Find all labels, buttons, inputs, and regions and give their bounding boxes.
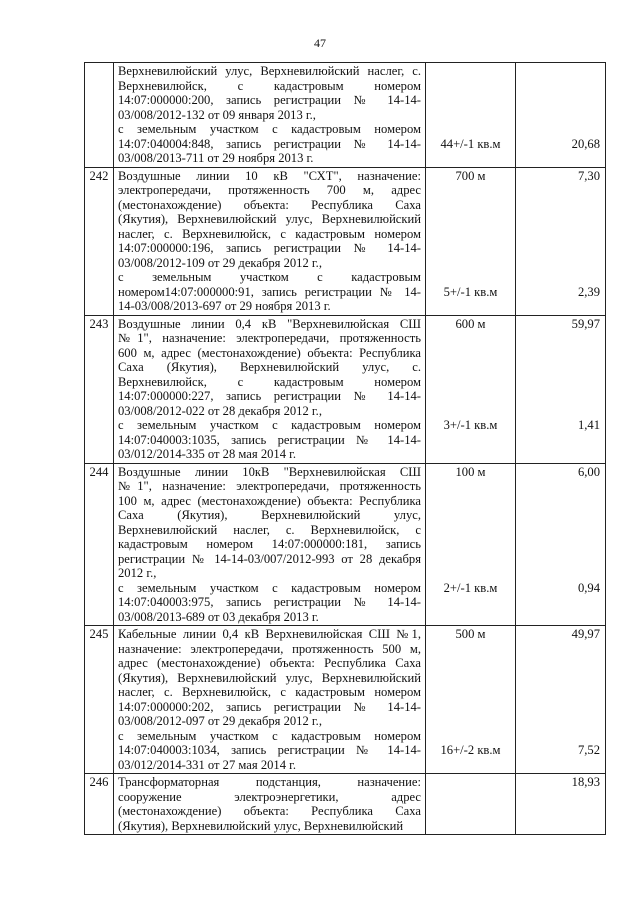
property-table: [84, 62, 606, 835]
value-cell: [516, 774, 606, 835]
description-line: Саха (Якутия), Верхневилюйский улус, с.: [118, 360, 421, 374]
description-line: 03/008/2012-022 от 28 декабря 2012 г.,: [118, 403, 322, 418]
object-description: [114, 774, 426, 835]
description-line: кадастровым номером 14:07:000000:181, запись: [118, 537, 421, 551]
description-line: (местонахождение) объекта: Республика Саха: [118, 804, 421, 818]
description-line: Воздушные линии 10 кВ "СХТ", назначение:: [118, 168, 421, 183]
description-line: Кабельные линии 0,4 кВ Верхневилюйская СШ №1,: [118, 627, 421, 641]
description-line: 14:07:040004:848, запись регистрации № 14-14-: [118, 136, 421, 151]
description-line: Воздушные линии 0,4 кВ "Верхневилюйская СШ: [118, 316, 421, 331]
value: 49,97: [571, 627, 600, 641]
description-line: 14:07:040003:975, запись регистрации № 14-14-: [118, 595, 421, 609]
row-number: 244: [85, 463, 114, 626]
value-cell: [516, 626, 606, 774]
description-line: 03/008/2013-711 от 29 ноября 2013 г.: [118, 151, 314, 165]
table-row: [85, 463, 606, 626]
object-description: [114, 63, 426, 168]
table-row: [85, 626, 606, 774]
description-line: (Якутия), Верхневилюйский улус, Верхневилюйский: [118, 212, 421, 226]
description-paragraph: [118, 581, 421, 625]
description-line: 14:07:000000:202, запись регистрации № 14-14-: [118, 699, 421, 714]
value-cell: [516, 463, 606, 626]
description-line: (Якутия), Верхневилюйский улус, Верхневилюйский: [118, 818, 404, 833]
page-number: 47: [314, 36, 326, 50]
description-line: №1", назначение: электропередачи, протяженность: [118, 331, 421, 345]
value: 2,39: [577, 284, 600, 299]
description-line: 2012 г.,: [118, 566, 157, 580]
quantity-cell: [426, 63, 516, 168]
description-paragraph: [118, 317, 421, 419]
description-line: 03/008/2012-132 от 09 января 2013 г.,: [118, 107, 316, 122]
description-line: Верхневилюйск, с кадастровым номером: [118, 78, 421, 93]
description-line: Воздушные линии 10кВ "Верхневилюйская СШ: [118, 464, 421, 479]
description-line: Верхневилюйский улус, Верхневилюйский наслег, с.: [118, 64, 421, 78]
description-line: №1", назначение: электропередачи, протяженность: [118, 479, 421, 493]
description-line: регистрации № 14-14-03/007/2012-993 от 28 декабря: [118, 551, 421, 566]
description-line: электропередачи, протяженность 700 м, адрес: [118, 183, 421, 197]
description-line: 03/008/2012-109 от 29 декабря 2012 г.,: [118, 255, 322, 270]
row-number: [85, 63, 114, 168]
description-line: 600 м, адрес (местонахождение) объекта: Республика: [118, 345, 421, 360]
description-paragraph: [118, 729, 421, 773]
quantity-cell: [426, 774, 516, 835]
quantity-cell: [426, 463, 516, 626]
quantity-cell: [426, 626, 516, 774]
description-line: 14:07:000000:227, запись регистрации № 14-14-: [118, 389, 421, 403]
description-line: сооружение электроэнергетики, адрес: [118, 789, 421, 804]
quantity: 600 м: [455, 316, 486, 331]
description-line: 14:07:040003:1035, запись регистрации № 14-14-: [118, 432, 421, 447]
description-line: наслег, с. Верхневилюйск, с кадастровым номером: [118, 685, 421, 699]
description-line: с земельным участком с кадастровым номером: [118, 580, 421, 595]
quantity: 44+/-1 кв.м: [440, 136, 501, 151]
value-cell: [516, 167, 606, 315]
quantity: 5+/-1 кв.м: [443, 284, 498, 299]
value: 1,41: [577, 418, 600, 432]
object-description: [114, 167, 426, 315]
description-line: назначение: электропередачи, протяженность 500 м,: [118, 641, 421, 656]
table-row: [85, 774, 606, 835]
value-cell: [516, 315, 606, 463]
object-description: [114, 626, 426, 774]
quantity: 3+/-1 кв.м: [443, 418, 498, 432]
description-paragraph: [118, 122, 421, 166]
description-line: с земельным участком с кадастровым номером: [118, 418, 421, 432]
value: 7,30: [577, 168, 600, 183]
row-number: 246: [85, 774, 114, 835]
description-line: номером14:07:000000:91, запись регистрации № 14-: [118, 284, 421, 299]
quantity: 16+/-2 кв.м: [440, 743, 501, 757]
value: 6,00: [577, 464, 600, 479]
description-paragraph: [118, 418, 421, 462]
description-paragraph: [118, 64, 421, 122]
description-line: 100 м, адрес (местонахождение) объекта: Республика: [118, 493, 421, 508]
value: 7,52: [577, 743, 600, 757]
description-line: 14:07:000000:196, запись регистрации № 14-14-: [118, 241, 421, 255]
description-line: с земельным участком с кадастровым номером: [118, 122, 421, 136]
value: 0,94: [577, 580, 600, 595]
description-line: 03/012/2014-331 от 27 мая 2014 г.: [118, 757, 297, 772]
description-paragraph: [118, 270, 421, 314]
object-description: [114, 315, 426, 463]
description-line: 14-03/008/2013-697 от 29 ноября 2013 г.: [118, 299, 331, 313]
value: 18,93: [571, 775, 600, 789]
description-line: Верхневилюйский наслег, с. Верхневилюйск, с: [118, 522, 421, 537]
table-row: [85, 63, 606, 168]
description-line: Верхневилюйск, с кадастровым номером: [118, 374, 421, 389]
description-line: адрес (местонахождение) объекта: Республика Саха: [118, 656, 421, 670]
object-description: [114, 463, 426, 626]
description-line: Трансформаторная подстанция, назначение:: [118, 775, 421, 789]
quantity: 100 м: [455, 464, 486, 479]
description-paragraph: [118, 465, 421, 581]
description-line: 03/008/2013-689 от 03 декабря 2013 г.: [118, 609, 319, 624]
quantity-cell: [426, 167, 516, 315]
quantity: 700 м: [455, 168, 486, 183]
description-paragraph: [118, 775, 421, 833]
row-number: 242: [85, 167, 114, 315]
table-row: [85, 167, 606, 315]
value: 59,97: [571, 316, 600, 331]
table-row: [85, 315, 606, 463]
description-paragraph: [118, 627, 421, 729]
quantity: 2+/-1 кв.м: [443, 580, 498, 595]
description-line: 14:07:040003:1034, запись регистрации № 14-14-: [118, 743, 421, 757]
quantity: 500 м: [455, 627, 486, 641]
value: 20,68: [571, 136, 600, 151]
description-line: Саха (Якутия), Верхневилюйский улус,: [118, 508, 421, 522]
quantity-cell: [426, 315, 516, 463]
description-line: 14:07:000000:200, запись регистрации № 14-14-: [118, 93, 421, 107]
description-line: с земельным участком с кадастровым: [118, 270, 421, 284]
value-cell: [516, 63, 606, 168]
row-number: 243: [85, 315, 114, 463]
row-number: 245: [85, 626, 114, 774]
description-line: (местонахождение) объекта: Республика Саха: [118, 197, 421, 212]
description-line: с земельным участком с кадастровым номером: [118, 728, 421, 743]
description-line: 03/012/2014-335 от 28 мая 2014 г.: [118, 447, 297, 461]
description-paragraph: [118, 169, 421, 271]
description-line: 03/008/2012-097 от 29 декабря 2012 г.,: [118, 714, 322, 728]
description-line: наслег, с. Верхневилюйск, с кадастровым номером: [118, 226, 421, 241]
description-line: (Якутия), Верхневилюйский улус, Верхневилюйский: [118, 670, 421, 685]
